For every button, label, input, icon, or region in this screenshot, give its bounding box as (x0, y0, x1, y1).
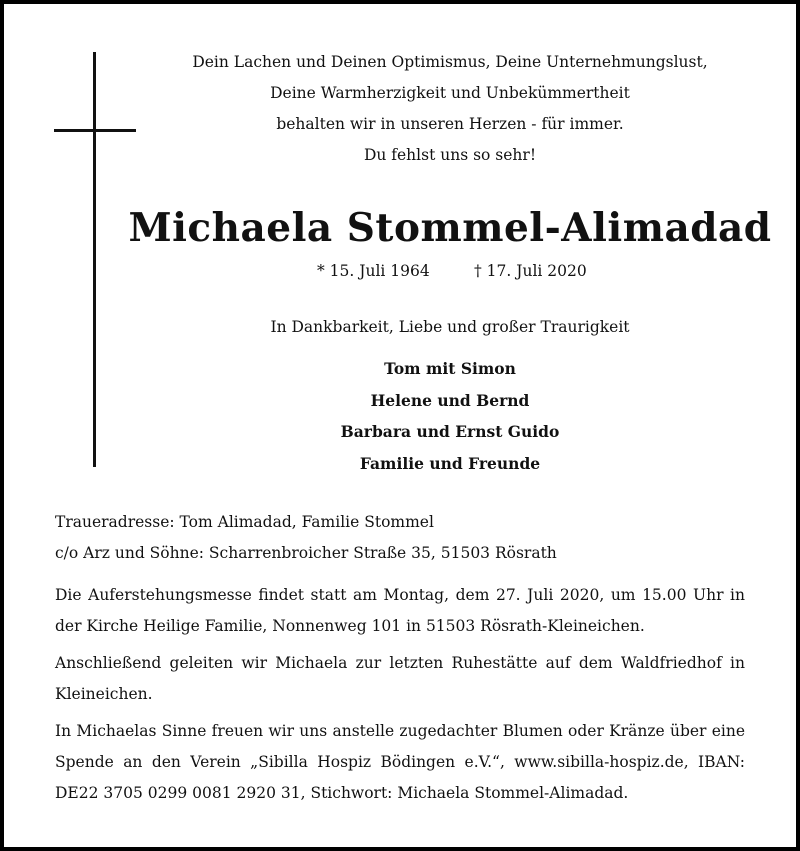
mourner: Helene und Bernd (370, 390, 530, 410)
poem-line: Du fehlst uns so sehr! (363, 146, 537, 164)
mourner: Barbara und Ernst Guido (340, 422, 560, 441)
poem (150, 47, 750, 171)
birth-date: * 15. Juli 1964 (317, 262, 430, 280)
cross-icon-bar (54, 129, 136, 132)
mourner: Familie und Freunde (359, 453, 541, 473)
gratitude-line: In Dankbarkeit, Liebe und großer Traurigkeit (270, 318, 630, 336)
donation-info: In Michaelas Sinne freuen wir uns anstelle zugedachter Blumen oder Kränze über eine Spende an den Verein „Sibilla Hospiz Bödingen e.V.“, www.sibilla-hospiz.de, IBAN: DE22 3705 0299 0081 2920 31, Stichwort: Michaela Stommel-Alimadad. (55, 722, 745, 802)
burial-info: Anschließend geleiten wir Michaela zur letzten Ruhestätte auf dem Waldfriedhof in Kleineichen. (55, 654, 745, 703)
address-line: Traueradresse: Tom Alimadad, Familie Stommel (55, 513, 434, 531)
cross-icon (93, 52, 96, 467)
deceased-name: Michaela Stommel-Alimadad (128, 205, 772, 251)
mourner: Tom mit Simon (384, 359, 516, 378)
mourners-list (150, 353, 750, 479)
poem-line: Dein Lachen und Deinen Optimismus, Deine Unternehmungslust, (192, 53, 708, 71)
poem-line: Deine Warmherzigkeit und Unbekümmertheit (270, 84, 630, 102)
death-date: † 17. Juli 2020 (474, 262, 587, 280)
mass-info: Die Auferstehungsmesse findet statt am Montag, dem 27. Juli 2020, um 15.00 Uhr in der Kirche Heilige Familie, Nonnenweg 101 in 51503 Rösrath-Kleineichen. (55, 586, 745, 635)
address-line: c/o Arz und Söhne: Scharrenbroicher Straße 35, 51503 Rösrath (55, 544, 557, 562)
poem-line: behalten wir in unseren Herzen - für immer. (276, 115, 624, 133)
mourning-address (55, 507, 557, 569)
